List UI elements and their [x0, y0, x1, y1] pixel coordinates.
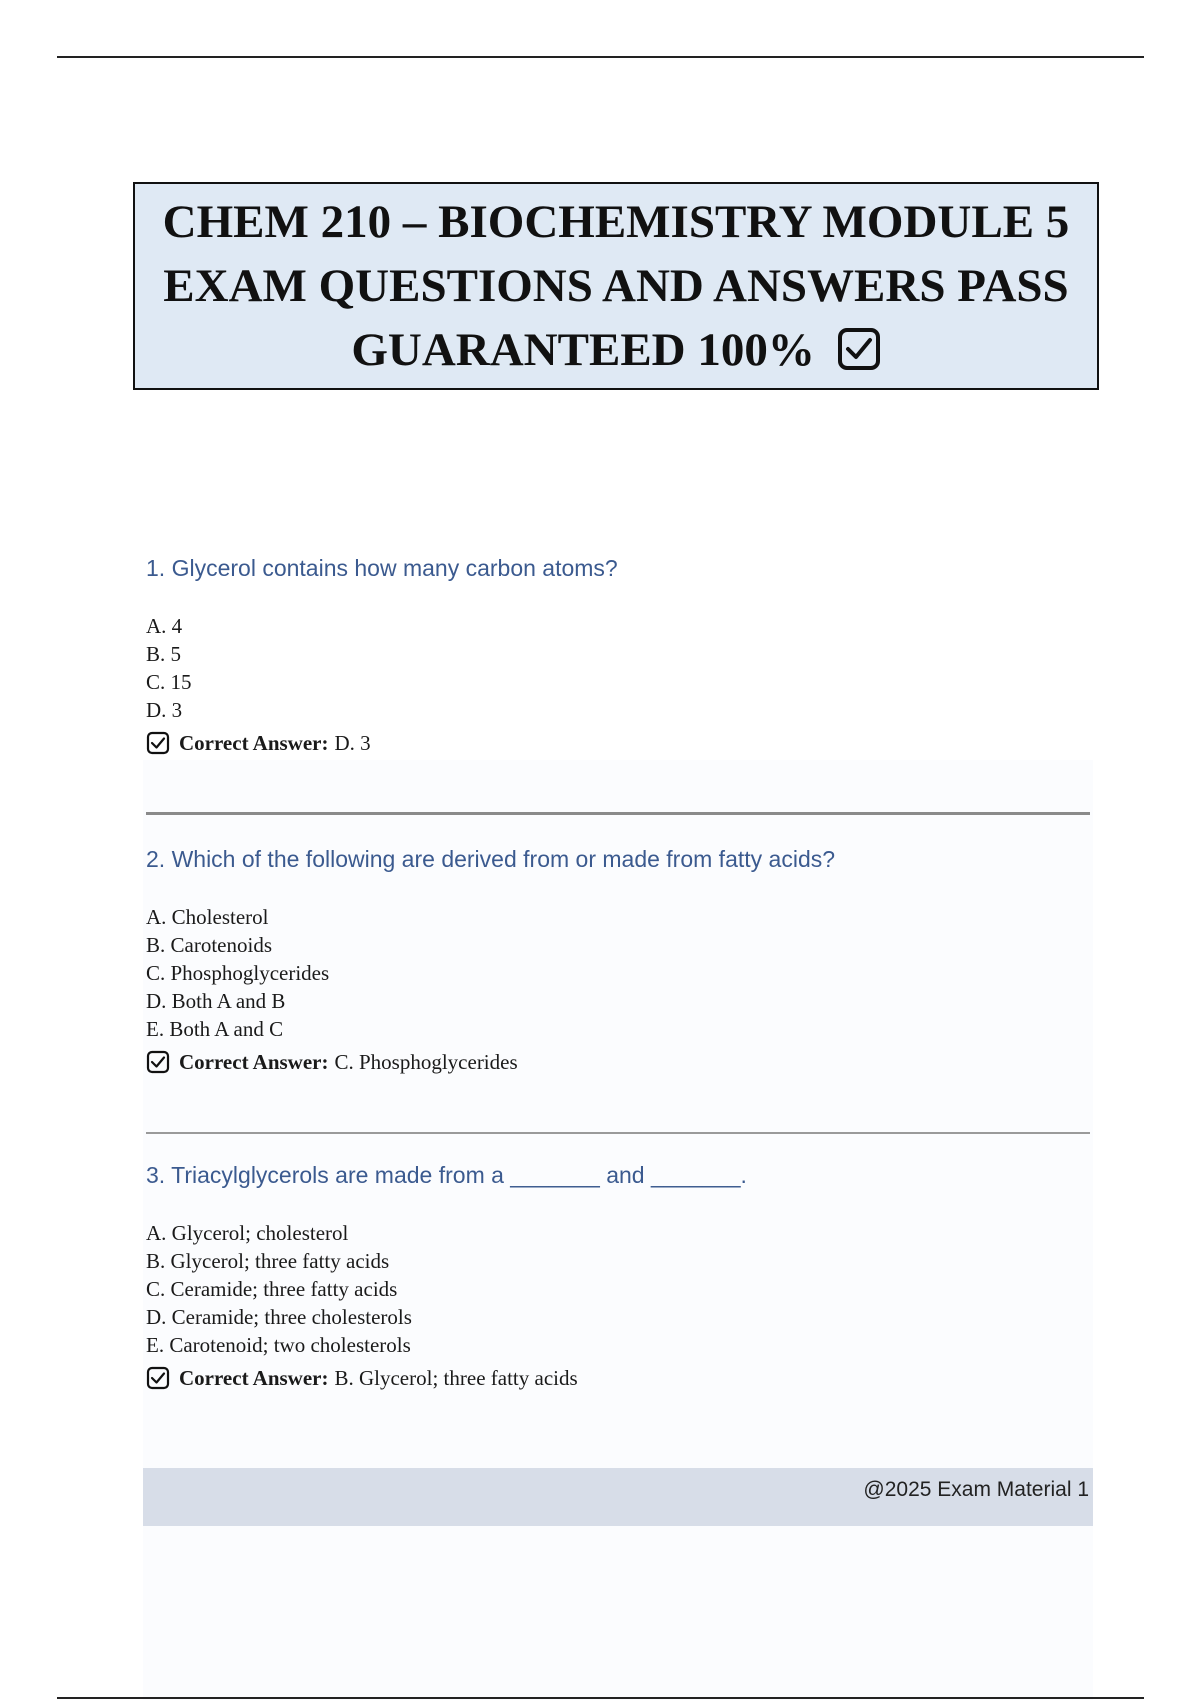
option-item: D. Ceramide; three cholesterols: [146, 1305, 412, 1329]
option-item: D. 3: [146, 698, 183, 722]
option-item: B. Glycerol; three fatty acids: [146, 1249, 390, 1273]
option-item: A. Glycerol; cholesterol: [146, 1221, 349, 1245]
checkbox-checked-icon: [837, 327, 881, 371]
option-item: B. Carotenoids: [146, 933, 272, 957]
correct-answer: [146, 728, 618, 758]
checkbox-checked-icon: [146, 1050, 170, 1074]
answer-label: Correct Answer:: [179, 1050, 329, 1074]
footer: [143, 1468, 1093, 1526]
question-1: [146, 555, 618, 758]
correct-answer: [146, 1363, 747, 1393]
title-box: [133, 182, 1099, 390]
footer-text: @2025 Exam Material 1: [863, 1478, 1089, 1501]
title-line-1: CHEM 210 – BIOCHEMISTRY MODULE 5: [162, 196, 1070, 248]
correct-answer: [146, 1047, 835, 1077]
divider: [146, 1132, 1090, 1134]
divider: [146, 812, 1090, 815]
question-2: [146, 846, 835, 1077]
option-list: [146, 1219, 747, 1359]
question-stem: 1. Glycerol contains how many carbon atoms?: [146, 555, 618, 581]
top-rule: [57, 56, 1144, 58]
answer-label: Correct Answer:: [179, 731, 329, 755]
option-list: [146, 903, 835, 1043]
option-item: D. Both A and B: [146, 989, 286, 1013]
question-stem: 3. Triacylglycerols are made from a _______ and _______.: [146, 1162, 747, 1188]
answer-value: C. Phosphoglycerides: [334, 1050, 518, 1074]
option-item: E. Carotenoid; two cholesterols: [146, 1333, 411, 1357]
question-stem: 2. Which of the following are derived from or made from fatty acids?: [146, 846, 836, 872]
checkbox-checked-icon: [146, 731, 170, 755]
option-item: B. 5: [146, 642, 182, 666]
option-item: C. Phosphoglycerides: [146, 961, 330, 985]
title-line-3: GUARANTEED 100%: [351, 324, 815, 376]
option-item: A. 4: [146, 614, 183, 638]
option-item: C. 15: [146, 670, 192, 694]
answer-value: B. Glycerol; three fatty acids: [334, 1366, 578, 1390]
option-item: A. Cholesterol: [146, 905, 269, 929]
checkbox-checked-icon: [146, 1366, 170, 1390]
option-item: C. Ceramide; three fatty acids: [146, 1277, 398, 1301]
option-item: E. Both A and C: [146, 1017, 284, 1041]
option-list: [146, 612, 618, 724]
page-title: [163, 190, 1070, 382]
answer-value: D. 3: [334, 731, 371, 755]
answer-label: Correct Answer:: [179, 1366, 329, 1390]
title-line-3-wrap: [163, 318, 1070, 382]
bottom-rule: [57, 1697, 1144, 1699]
question-3: [146, 1162, 747, 1393]
title-line-2: EXAM QUESTIONS AND ANSWERS PASS: [163, 260, 1069, 312]
